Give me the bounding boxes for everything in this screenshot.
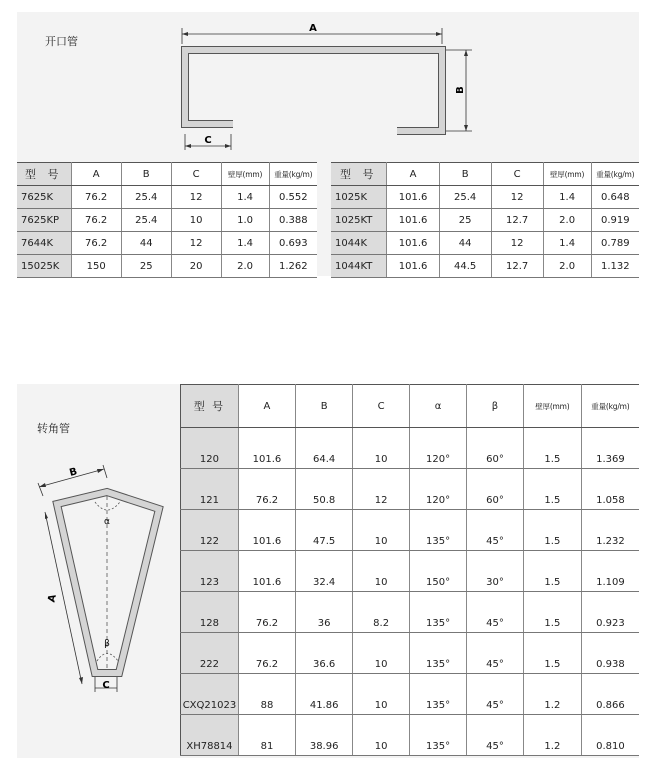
model-cell: 123 <box>181 551 239 592</box>
value-cell: 0.388 <box>269 209 317 232</box>
corner-dim-c-label: C <box>102 680 110 691</box>
value-cell: 32.4 <box>296 551 353 592</box>
value-cell: 12 <box>171 186 221 209</box>
value-cell: 10 <box>353 633 410 674</box>
value-cell: 25.4 <box>121 209 171 232</box>
value-cell: 1.0 <box>221 209 269 232</box>
col-model: 型 号 <box>181 385 239 428</box>
table-row <box>181 633 640 674</box>
value-cell: 81 <box>238 715 295 756</box>
value-cell: 47.5 <box>296 510 353 551</box>
value-cell: 1.4 <box>221 186 269 209</box>
value-cell: 45° <box>467 592 524 633</box>
value-cell: 101.6 <box>387 232 439 255</box>
value-cell: 44 <box>121 232 171 255</box>
value-cell: 101.6 <box>387 186 439 209</box>
value-cell: 120° <box>410 469 467 510</box>
table-row <box>181 674 640 715</box>
value-cell: 12.7 <box>491 209 543 232</box>
open-tube-table-left <box>17 162 317 278</box>
col-alpha: α <box>410 385 467 428</box>
col-thickness: 壁厚(mm) <box>523 385 581 428</box>
open-tube-profile-shadow <box>185 50 442 131</box>
value-cell: 45° <box>467 715 524 756</box>
model-cell: XH78814 <box>181 715 239 756</box>
value-cell: 12.7 <box>491 255 543 278</box>
beta-arc <box>97 654 118 662</box>
table-row <box>17 186 317 209</box>
model-cell: 1044KT <box>331 255 387 278</box>
col-c: C <box>353 385 410 428</box>
open-tube-title: 开口管 <box>45 35 78 48</box>
value-cell: 76.2 <box>71 232 121 255</box>
model-cell: 222 <box>181 633 239 674</box>
dim-a-label: A <box>309 23 317 34</box>
col-weight: 重量(kg/m) <box>269 163 317 186</box>
model-cell: 1044K <box>331 232 387 255</box>
table-row <box>17 209 317 232</box>
value-cell: 0.938 <box>581 633 639 674</box>
open-tube-diagram <box>17 12 639 162</box>
model-cell: 7625K <box>17 186 71 209</box>
value-cell: 1.262 <box>269 255 317 278</box>
value-cell: 76.2 <box>71 186 121 209</box>
value-cell: 36 <box>296 592 353 633</box>
table-row <box>17 255 317 278</box>
value-cell: 25 <box>121 255 171 278</box>
alpha-arc <box>95 502 120 510</box>
value-cell: 60° <box>467 469 524 510</box>
value-cell: 1.2 <box>523 674 581 715</box>
value-cell: 76.2 <box>238 469 295 510</box>
value-cell: 1.5 <box>523 551 581 592</box>
table-row <box>331 232 639 255</box>
value-cell: 1.058 <box>581 469 639 510</box>
value-cell: 150 <box>71 255 121 278</box>
col-weight: 重量(kg/m) <box>581 385 639 428</box>
value-cell: 1.369 <box>581 428 639 469</box>
corner-tube-table <box>180 384 639 756</box>
model-cell: CXQ21023 <box>181 674 239 715</box>
col-beta: β <box>467 385 524 428</box>
corner-tube-section <box>17 384 639 758</box>
value-cell: 101.6 <box>387 209 439 232</box>
corner-dim-b-label: B <box>68 466 79 479</box>
value-cell: 101.6 <box>387 255 439 278</box>
table-row <box>181 428 640 469</box>
dim-c-label: C <box>204 135 212 146</box>
value-cell: 0.648 <box>591 186 639 209</box>
value-cell: 0.866 <box>581 674 639 715</box>
value-cell: 1.5 <box>523 469 581 510</box>
value-cell: 0.919 <box>591 209 639 232</box>
model-cell: 15025K <box>17 255 71 278</box>
col-model: 型 号 <box>17 163 71 186</box>
alpha-label: α <box>104 517 110 527</box>
col-c: C <box>171 163 221 186</box>
value-cell: 76.2 <box>71 209 121 232</box>
col-a: A <box>238 385 295 428</box>
table-row <box>181 469 640 510</box>
value-cell: 1.132 <box>591 255 639 278</box>
value-cell: 101.6 <box>238 510 295 551</box>
model-cell: 128 <box>181 592 239 633</box>
value-cell: 135° <box>410 633 467 674</box>
dim-b-label: B <box>455 86 466 94</box>
value-cell: 135° <box>410 715 467 756</box>
value-cell: 45° <box>467 674 524 715</box>
value-cell: 0.923 <box>581 592 639 633</box>
corner-dim-a-label: A <box>46 593 59 604</box>
col-a: A <box>387 163 439 186</box>
value-cell: 2.0 <box>543 255 591 278</box>
value-cell: 41.86 <box>296 674 353 715</box>
col-weight: 重量(kg/m) <box>591 163 639 186</box>
value-cell: 20 <box>171 255 221 278</box>
table-row <box>331 255 639 278</box>
value-cell: 38.96 <box>296 715 353 756</box>
value-cell: 1.2 <box>523 715 581 756</box>
value-cell: 12 <box>491 186 543 209</box>
value-cell: 0.693 <box>269 232 317 255</box>
value-cell: 12 <box>171 232 221 255</box>
value-cell: 1.4 <box>221 232 269 255</box>
value-cell: 25 <box>439 209 491 232</box>
value-cell: 64.4 <box>296 428 353 469</box>
value-cell: 1.232 <box>581 510 639 551</box>
col-c: C <box>491 163 543 186</box>
value-cell: 135° <box>410 592 467 633</box>
table-row <box>181 551 640 592</box>
value-cell: 0.810 <box>581 715 639 756</box>
table-row <box>181 592 640 633</box>
value-cell: 1.4 <box>543 186 591 209</box>
value-cell: 0.789 <box>591 232 639 255</box>
value-cell: 10 <box>353 510 410 551</box>
value-cell: 1.5 <box>523 428 581 469</box>
col-a: A <box>71 163 121 186</box>
value-cell: 1.5 <box>523 510 581 551</box>
value-cell: 101.6 <box>238 428 295 469</box>
value-cell: 10 <box>353 428 410 469</box>
col-thickness: 壁厚(mm) <box>221 163 269 186</box>
value-cell: 12 <box>353 469 410 510</box>
table-row <box>331 209 639 232</box>
value-cell: 101.6 <box>238 551 295 592</box>
value-cell: 44.5 <box>439 255 491 278</box>
value-cell: 45° <box>467 633 524 674</box>
beta-label: β <box>104 639 110 649</box>
value-cell: 10 <box>171 209 221 232</box>
value-cell: 45° <box>467 510 524 551</box>
open-tube-section <box>17 12 639 276</box>
value-cell: 120° <box>410 428 467 469</box>
table-row <box>331 186 639 209</box>
value-cell: 8.2 <box>353 592 410 633</box>
model-cell: 122 <box>181 510 239 551</box>
value-cell: 76.2 <box>238 592 295 633</box>
model-cell: 7644K <box>17 232 71 255</box>
col-thickness: 壁厚(mm) <box>543 163 591 186</box>
table-row <box>181 715 640 756</box>
col-b: B <box>121 163 171 186</box>
value-cell: 25.4 <box>439 186 491 209</box>
value-cell: 25.4 <box>121 186 171 209</box>
value-cell: 12 <box>491 232 543 255</box>
value-cell: 2.0 <box>221 255 269 278</box>
model-cell: 7625KP <box>17 209 71 232</box>
model-cell: 120 <box>181 428 239 469</box>
value-cell: 2.0 <box>543 209 591 232</box>
table-row <box>17 232 317 255</box>
value-cell: 1.5 <box>523 592 581 633</box>
value-cell: 50.8 <box>296 469 353 510</box>
open-tube-profile <box>185 50 442 131</box>
col-model: 型 号 <box>331 163 387 186</box>
value-cell: 10 <box>353 551 410 592</box>
model-cell: 121 <box>181 469 239 510</box>
model-cell: 1025K <box>331 186 387 209</box>
value-cell: 1.109 <box>581 551 639 592</box>
value-cell: 10 <box>353 674 410 715</box>
value-cell: 1.4 <box>543 232 591 255</box>
col-b: B <box>296 385 353 428</box>
corner-tube-title: 转角管 <box>37 422 70 435</box>
value-cell: 88 <box>238 674 295 715</box>
value-cell: 10 <box>353 715 410 756</box>
value-cell: 1.5 <box>523 633 581 674</box>
value-cell: 30° <box>467 551 524 592</box>
table-row <box>181 510 640 551</box>
value-cell: 0.552 <box>269 186 317 209</box>
col-b: B <box>439 163 491 186</box>
value-cell: 76.2 <box>238 633 295 674</box>
value-cell: 135° <box>410 674 467 715</box>
value-cell: 44 <box>439 232 491 255</box>
model-cell: 1025KT <box>331 209 387 232</box>
value-cell: 36.6 <box>296 633 353 674</box>
value-cell: 135° <box>410 510 467 551</box>
value-cell: 150° <box>410 551 467 592</box>
corner-tube-diagram <box>17 384 180 758</box>
value-cell: 60° <box>467 428 524 469</box>
open-tube-table-right <box>331 162 639 278</box>
